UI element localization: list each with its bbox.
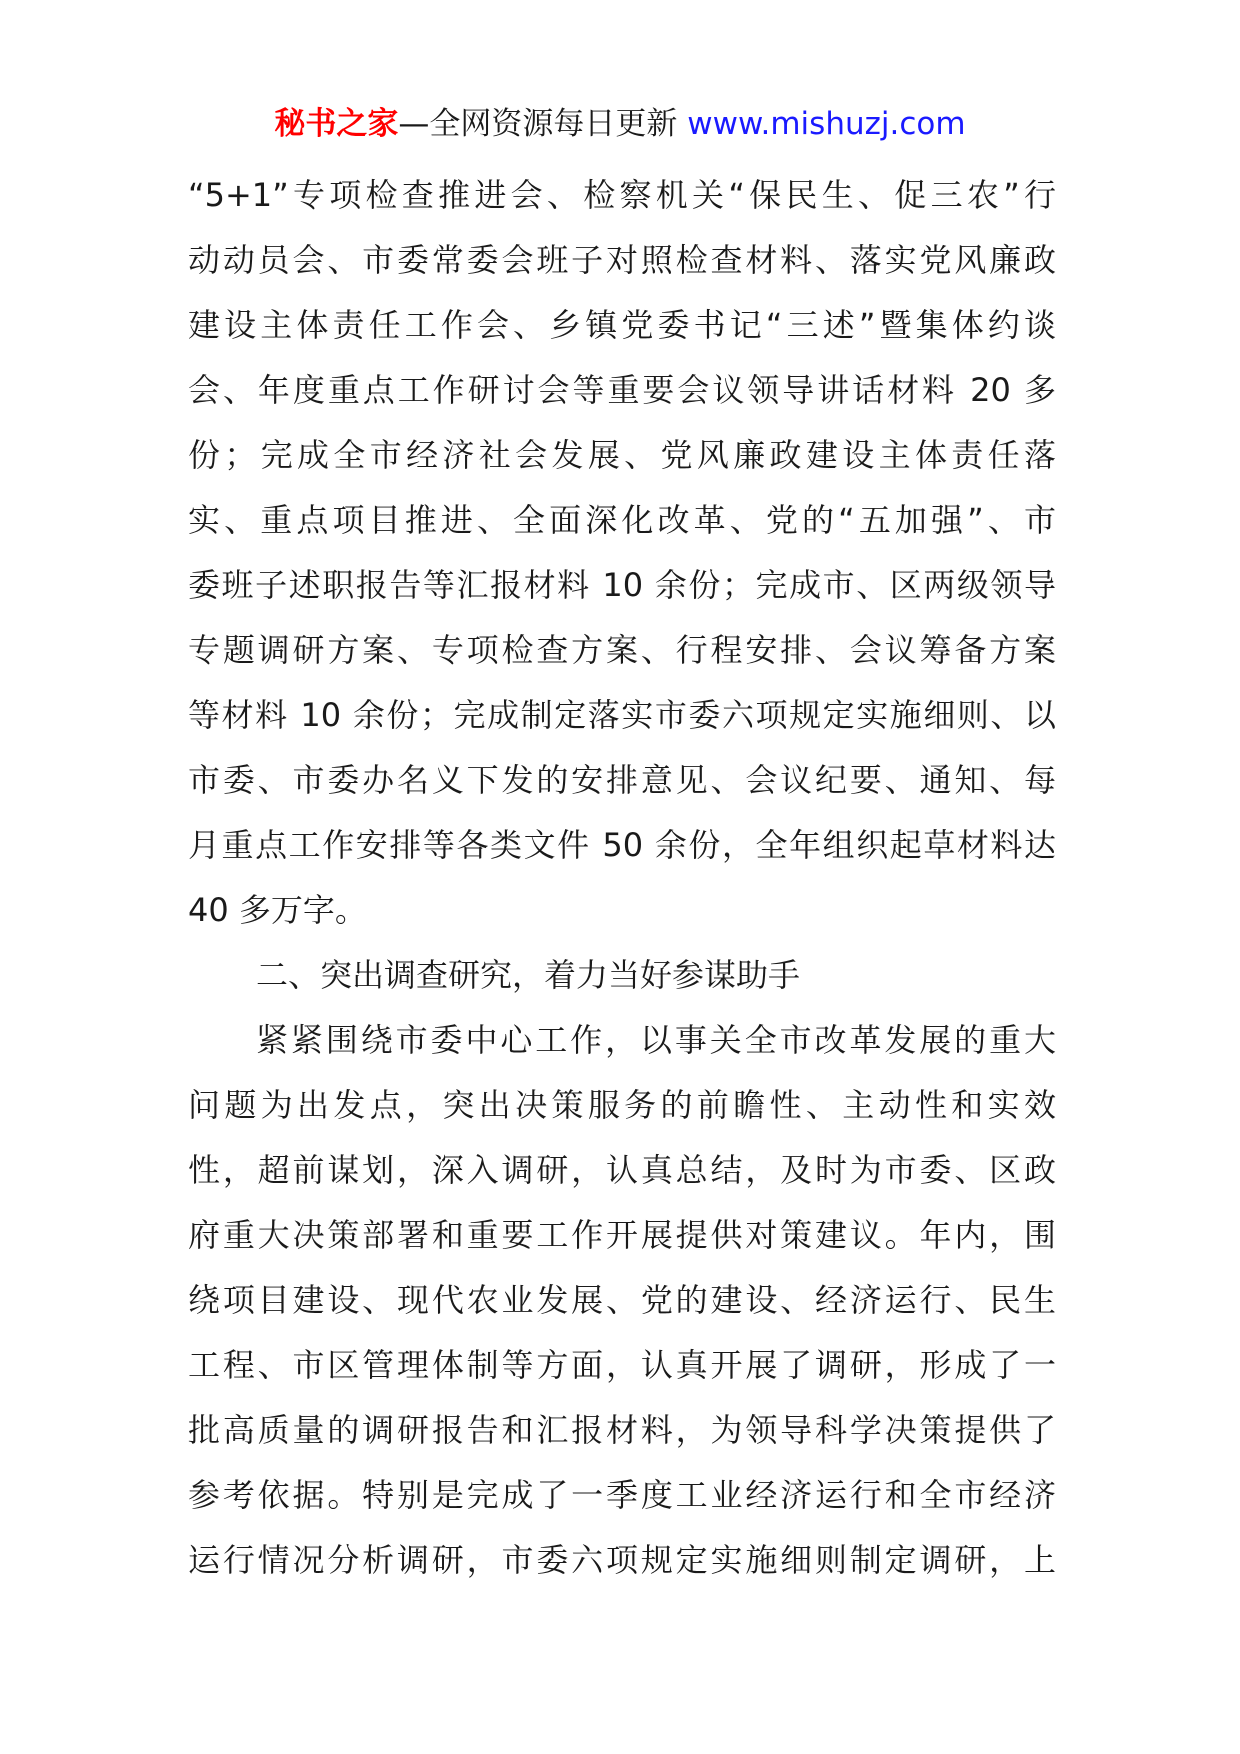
body-line-paragraph-start: 紧紧围绕市委中心工作，以事关全市改革发展的重大 <box>256 1021 1056 1059</box>
body-line: 份；完成全市经济社会发展、党风廉政建设主体责任落 <box>188 436 1056 474</box>
body-line-paragraph-end: 40 多万字。 <box>188 891 367 929</box>
body-line: 性，超前谋划，深入调研，认真总结，及时为市委、区政 <box>188 1151 1056 1189</box>
body-line: 批高质量的调研报告和汇报材料，为领导科学决策提供了 <box>188 1411 1056 1449</box>
body-line: 会、年度重点工作研讨会等重要会议领导讲话材料 20 多 <box>188 371 1056 409</box>
body-line: 等材料 10 余份；完成制定落实市委六项规定实施细则、以 <box>188 696 1056 734</box>
body-line: 委班子述职报告等汇报材料 10 余份；完成市、区两级领导 <box>188 566 1056 604</box>
body-line: 府重大决策部署和重要工作开展提供对策建议。年内，围 <box>188 1216 1056 1254</box>
body-line: 运行情况分析调研，市委六项规定实施细则制定调研，上 <box>188 1541 1056 1579</box>
body-line: 专题调研方案、专项检查方案、行程安排、会议筹备方案 <box>188 631 1056 669</box>
header-slogan: —全网资源每日更新 <box>398 106 688 142</box>
body-line: 实、重点项目推进、全面深化改革、党的“五加强”、市 <box>188 501 1056 539</box>
header-brand: 秘书之家 <box>274 106 399 142</box>
body-line: 建设主体责任工作会、乡镇党委书记“三述”暨集体约谈 <box>188 306 1056 344</box>
header-url-link[interactable]: www.mishuzj.com <box>687 106 966 142</box>
body-line: 问题为出发点，突出决策服务的前瞻性、主动性和实效 <box>188 1086 1056 1124</box>
section-heading: 二、突出调查研究，着力当好参谋助手 <box>256 956 801 994</box>
body-line: 参考依据。特别是完成了一季度工业经济运行和全市经济 <box>188 1476 1056 1514</box>
body-line: 动动员会、市委常委会班子对照检查材料、落实党风廉政 <box>188 241 1056 279</box>
document-body <box>188 163 1056 1593</box>
body-line: “5+1”专项检查推进会、检察机关“保民生、促三农”行 <box>188 176 1056 214</box>
page-header <box>0 100 1240 148</box>
body-line: 月重点工作安排等各类文件 50 余份，全年组织起草材料达 <box>188 826 1056 864</box>
body-line: 工程、市区管理体制等方面，认真开展了调研，形成了一 <box>188 1346 1056 1384</box>
body-line: 绕项目建设、现代农业发展、党的建设、经济运行、民生 <box>188 1281 1056 1319</box>
body-line: 市委、市委办名义下发的安排意见、会议纪要、通知、每 <box>188 761 1056 799</box>
